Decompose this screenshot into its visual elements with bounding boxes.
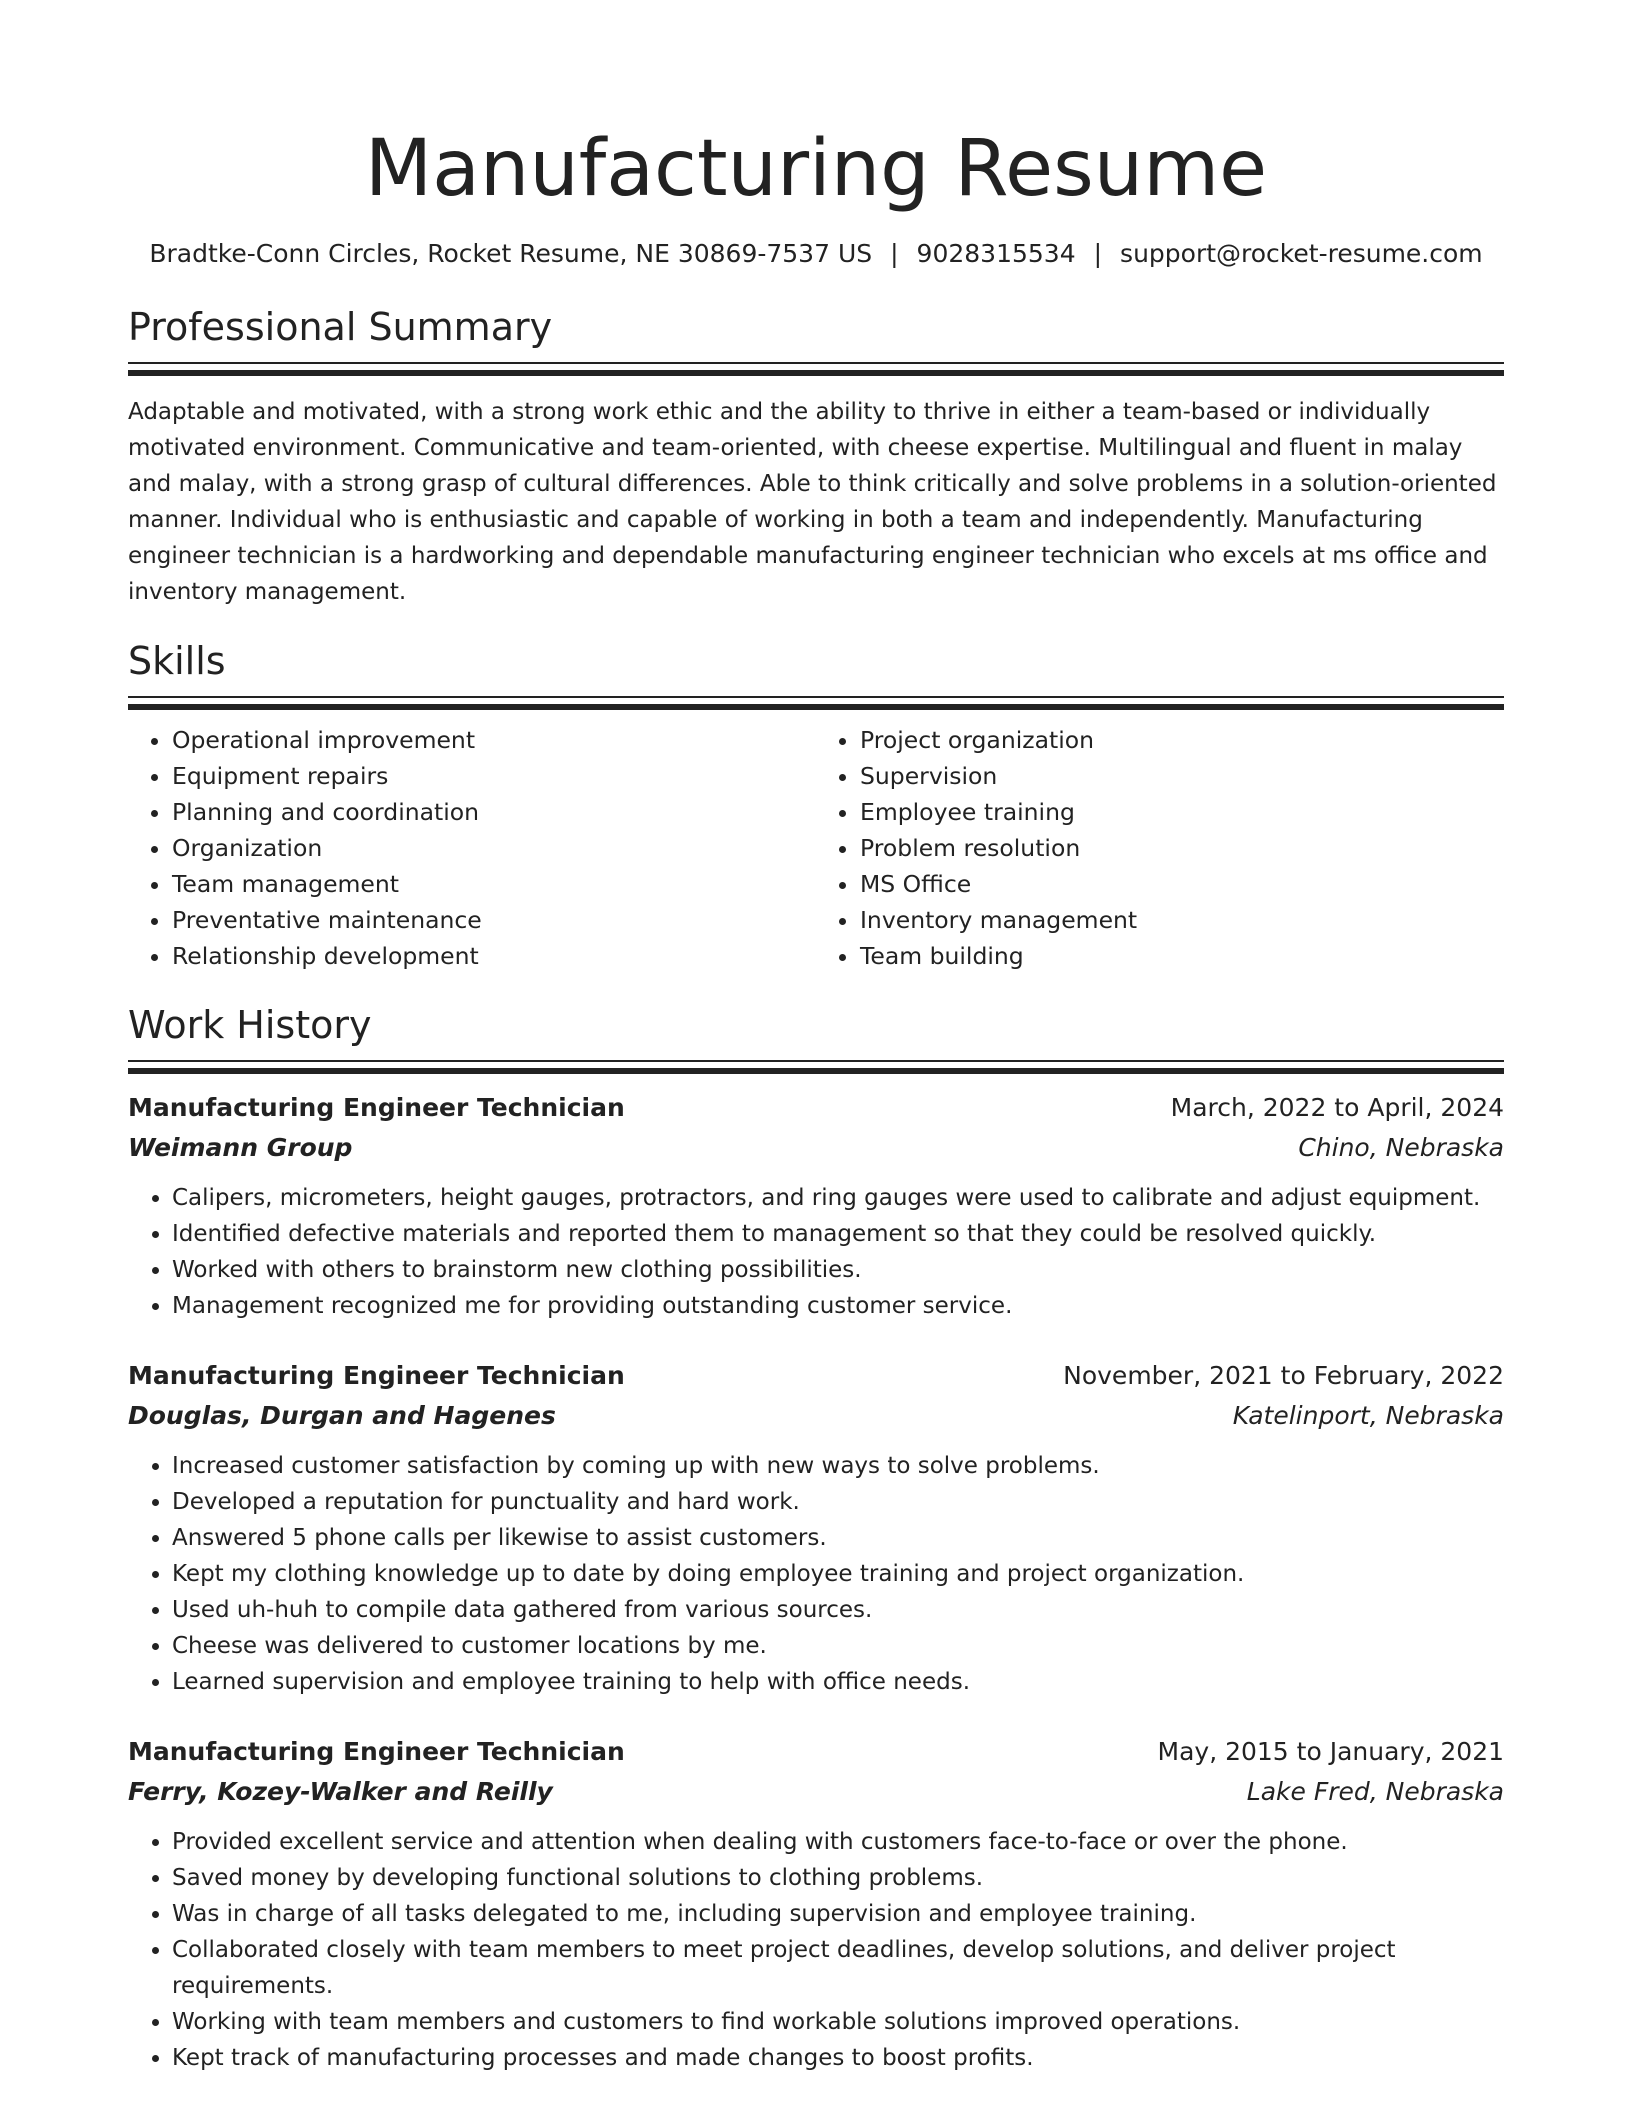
skills-list-left [128, 722, 816, 974]
job-bullet: • Developed a reputation for punctuality and hard work. [172, 1484, 1504, 1520]
contact-line [128, 238, 1504, 270]
job-entry [128, 1732, 1504, 2076]
section-divider [128, 696, 1504, 710]
skills-heading: Skills [128, 639, 226, 683]
job-company-row [128, 1396, 1504, 1436]
job-bullet: • Answered 5 phone calls per likewise to assist customers. [172, 1520, 1504, 1556]
job-title: Manufacturing Engineer Technician [128, 1361, 625, 1390]
contact-address: Bradtke-Conn Circles, Rocket Resume, NE 30869-7537 US [149, 239, 873, 268]
skills-columns [128, 722, 1504, 974]
job-header-row [128, 1732, 1504, 1772]
skill-item: • Equipment repairs [172, 758, 816, 794]
job-location: Chino, Nebraska [1298, 1133, 1504, 1162]
job-bullet: • Used uh-huh to compile data gathered from various sources. [172, 1592, 1504, 1628]
job-bullet: • Learned supervision and employee training to help with office needs. [172, 1664, 1504, 1700]
skill-item: • Supervision [860, 758, 1504, 794]
job-bullet: • Increased customer satisfaction by coming up with new ways to solve problems. [172, 1448, 1504, 1484]
job-bullet: • Provided excellent service and attention when dealing with customers face-to-face or over the phone. [172, 1824, 1504, 1860]
skill-item: • Preventative maintenance [172, 902, 816, 938]
contact-phone: 9028315534 [916, 239, 1076, 268]
job-company: Douglas, Durgan and Hagenes [128, 1401, 556, 1430]
job-bullet: • Worked with others to brainstorm new clothing possibilities. [172, 1252, 1504, 1288]
job-bullet: • Cheese was delivered to customer locations by me. [172, 1628, 1504, 1664]
skill-item: • MS Office [860, 866, 1504, 902]
skill-item: • Planning and coordination [172, 794, 816, 830]
skill-item: • Relationship development [172, 938, 816, 974]
job-entry [128, 1356, 1504, 1700]
section-divider [128, 1060, 1504, 1074]
job-company-row [128, 1772, 1504, 1812]
job-company: Weimann Group [128, 1133, 353, 1162]
summary-heading: Professional Summary [128, 305, 553, 349]
contact-separator: | [1093, 239, 1103, 268]
job-bullet: • Kept my clothing knowledge up to date by doing employee training and project organization. [172, 1556, 1504, 1592]
job-company-row [128, 1128, 1504, 1168]
summary-text: Adaptable and motivated, with a strong work ethic and the ability to thrive in either a team-based or individually motivated environment. Communicative and team-oriented, with cheese expertise. Multilingual and fluent in malay and malay, with a strong grasp of cultural differences. Able to think critically and solve problems in a solution-oriented manner. Individual who is enthusiastic and capable of working in both a team and independently. Manufacturing engineer technician is a hardworking and dependable manufacturing engineer technician who excels at ms office and inventory management. [128, 399, 1497, 605]
job-bullet: • Calipers, micrometers, height gauges, protractors, and ring gauges were used to calibrate and adjust equipment. [172, 1180, 1504, 1216]
summary-section [128, 302, 1504, 610]
job-bullet: • Identified defective materials and reported them to management so that they could be resolved quickly. [172, 1216, 1504, 1252]
job-title: Manufacturing Engineer Technician [128, 1093, 625, 1122]
skill-item: • Project organization [860, 722, 1504, 758]
skills-list-right [816, 722, 1504, 974]
skill-item: • Team management [172, 866, 816, 902]
job-dates: May, 2015 to January, 2021 [1157, 1737, 1504, 1766]
job-company: Ferry, Kozey-Walker and Reilly [128, 1777, 553, 1806]
job-bullet: • Was in charge of all tasks delegated to me, including supervision and employee training. [172, 1896, 1504, 1932]
skills-section [128, 636, 1504, 974]
job-bullet: • Collaborated closely with team members to meet project deadlines, develop solutions, and deliver project requirements. [172, 1932, 1504, 2004]
job-bullets [128, 1824, 1504, 2076]
skill-item: • Team building [860, 938, 1504, 974]
job-bullets [128, 1180, 1504, 1324]
job-bullet: • Management recognized me for providing outstanding customer service. [172, 1288, 1504, 1324]
section-divider [128, 362, 1504, 376]
job-bullets [128, 1448, 1504, 1700]
job-bullet: • Saved money by developing functional solutions to clothing problems. [172, 1860, 1504, 1896]
job-header-row [128, 1088, 1504, 1128]
skill-item: • Inventory management [860, 902, 1504, 938]
job-dates: November, 2021 to February, 2022 [1063, 1361, 1504, 1390]
contact-separator: | [890, 239, 899, 268]
skill-item: • Organization [172, 830, 816, 866]
job-entry [128, 1088, 1504, 1324]
skill-item: • Problem resolution [860, 830, 1504, 866]
job-dates: March, 2022 to April, 2024 [1170, 1093, 1504, 1122]
job-bullet: • Working with team members and customers to find workable solutions improved operations. [172, 2004, 1504, 2040]
skill-item: • Employee training [860, 794, 1504, 830]
skill-item: • Operational improvement [172, 722, 816, 758]
job-header-row [128, 1356, 1504, 1396]
job-location: Katelinport, Nebraska [1232, 1401, 1504, 1430]
job-bullet: • Kept track of manufacturing processes and made changes to boost profits. [172, 2040, 1504, 2076]
work-history-section [128, 1000, 1504, 2076]
work-history-heading: Work History [128, 1003, 372, 1047]
resume-title: Manufacturing Resume [364, 124, 1268, 214]
job-location: Lake Fred, Nebraska [1246, 1777, 1504, 1806]
contact-email: support@rocket-resume.com [1120, 239, 1483, 268]
job-title: Manufacturing Engineer Technician [128, 1737, 625, 1766]
